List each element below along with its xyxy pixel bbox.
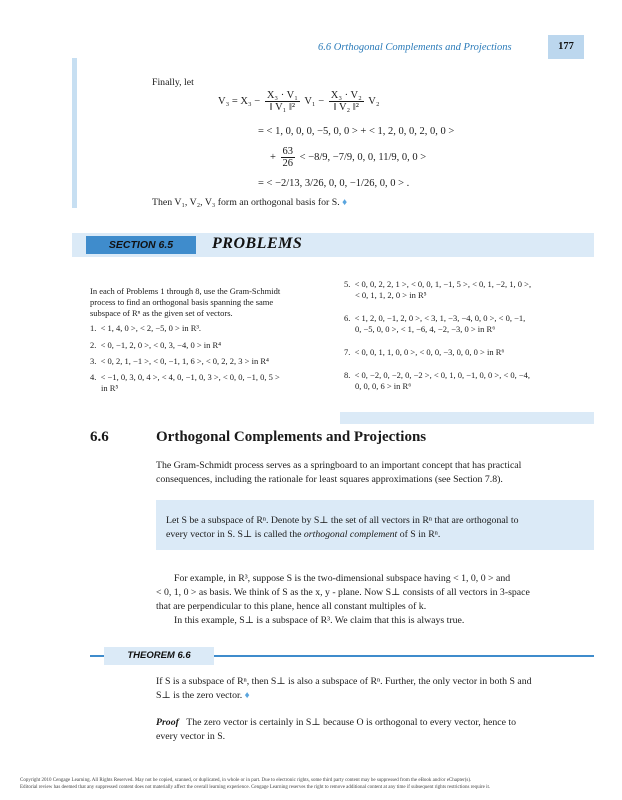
theorem-end-diamond-icon: ♦ bbox=[244, 690, 250, 701]
problem-7: 7. < 0, 0, 1, 1, 0, 0 >, < 0, 0, −3, 0, 0, 0 > in R⁶ bbox=[344, 347, 505, 357]
problems-instructions: In each of Problems 1 through 8, use the Gram-Schmidt process to find an orthogonal basis spanning the same subspace of Rⁿ as the given set of vectors. bbox=[90, 286, 281, 318]
eq-term2: V₂ bbox=[368, 95, 380, 107]
copyright-footer: Copyright 2010 Cengage Learning. All Rights Reserved. May not be copied, scanned, or duplicated, in whole or in part. Due to electronic rights, some third party content may be suppressed from the eBook and/or eChapter(s). Editorial review has deemed that any suppressed content does not materially affect the overall learning experience. Cengage Learning reserves the right to remove additional content at any time if subsequent rights restrictions require it. bbox=[20, 778, 491, 790]
fraction-2: $\frac{\text{X₃ · V₂}}{\text{‖ V₂ ‖²}}$ bbox=[330, 90, 362, 113]
section-tag: SECTION 6.5 bbox=[86, 236, 196, 254]
equation-line-2: = < 1, 0, 0, 0, −5, 0, 0 > + < 1, 2, 0, 0, 2, 0, 0 > bbox=[258, 126, 455, 137]
problem-6: 6. < 1, 2, 0, −1, 2, 0 >, < 3, 1, −3, −4, 0, 0 >, < 0, −1, 0, −5, 0, 0 >, < 1, −6, 4, −2, −3, 0 > in R⁶ bbox=[344, 313, 526, 334]
problem-8: 8. < 0, −2, 0, −2, 0, −2 >, < 0, 1, 0, −1, 0, 0 >, < 0, −4, 0, 0, 0, 6 > in R⁶ bbox=[344, 370, 531, 391]
running-head: 6.6 Orthogonal Complements and Projections bbox=[318, 42, 512, 53]
problem-4: 4. < −1, 0, 3, 0, 4 >, < 4, 0, −1, 0, 3 >, < 0, 0, −1, 0, 5 > in R⁵ bbox=[90, 372, 280, 393]
proof-text: Proof The zero vector is certainly in S⊥ because O is orthogonal to every vector, hence to every vector in S. bbox=[156, 717, 517, 742]
intro-paragraph: The Gram-Schmidt process serves as a springboard to an important concept that has practical consequences, including the rationale for least squares approximations (see Section 7.8). bbox=[156, 460, 522, 485]
eq-term1: V₁ − bbox=[304, 95, 325, 107]
theorem-tag: THEOREM 6.6 bbox=[104, 647, 214, 665]
finally-text: Finally, let bbox=[152, 77, 194, 88]
eq-lhs: V₃ = X₃ − bbox=[218, 95, 261, 107]
problem-1: 1. < 1, 4, 0 >, < 2, −5, 0 > in R³. bbox=[90, 323, 202, 333]
margin-rule bbox=[72, 58, 77, 208]
fraction-3: $\frac{63}{26}$ bbox=[282, 146, 294, 169]
equation-v3 bbox=[218, 90, 379, 113]
equation-line-4: = < −2/13, 3/26, 0, 0, −1/26, 0, 0 > . bbox=[258, 178, 410, 189]
problem-3: 3. < 0, 2, 1, −1 >, < 0, −1, 1, 6 >, < 0, 2, 2, 3 > in R⁴ bbox=[90, 356, 269, 366]
fraction-1: $\frac{\text{X₃ · V₁}}{\text{‖ V₁ ‖²}}$ bbox=[266, 90, 298, 113]
section-title: PROBLEMS bbox=[212, 235, 303, 252]
example-paragraph: For example, in R³, suppose S is the two-dimensional subspace having < 1, 0, 0 > and < 0, 1, 0 > as basis. We think of S as the x, y - plane. Now S⊥ consists of all vectors in 3-space that are perpendicular to this plane, hence all constant multiples of k. In this example, S⊥ is a subspace of R³. We claim that this is always true. bbox=[156, 573, 530, 626]
section-heading: Orthogonal Complements and Projections bbox=[156, 429, 427, 445]
conclusion-text: Then V₁, V₂, V₃ form an orthogonal basis for S. ♦ bbox=[152, 197, 348, 208]
page-number: 177 bbox=[548, 35, 584, 59]
equation-line-3: + $\frac{63}{26}$ < −8/9, −7/9, 0, 0, 11/9, 0, 0 > bbox=[270, 146, 427, 169]
end-diamond-icon: ♦ bbox=[342, 197, 348, 208]
problem-2: 2. < 0, −1, 2, 0 >, < 0, 3, −4, 0 > in R⁴ bbox=[90, 340, 222, 350]
problem-5: 5. < 0, 0, 2, 2, 1 >, < 0, 0, 1, −1, 5 >, < 0, 1, −2, 1, 0 >, < 0, 1, 1, 2, 0 > in R⁵ bbox=[344, 279, 532, 300]
section-number: 6.6 bbox=[90, 429, 109, 445]
definition-text: Let S be a subspace of Rⁿ. Denote by S⊥ the set of all vectors in Rⁿ that are orthogonal to every vector in S. S⊥ is called the orthogonal complement of S in Rⁿ. bbox=[166, 515, 519, 540]
section-separator bbox=[340, 412, 594, 424]
theorem-text: If S is a subspace of Rⁿ, then S⊥ is also a subspace of Rⁿ. Further, the only vector in both S and S⊥ is the zero vector. ♦ bbox=[156, 676, 532, 701]
